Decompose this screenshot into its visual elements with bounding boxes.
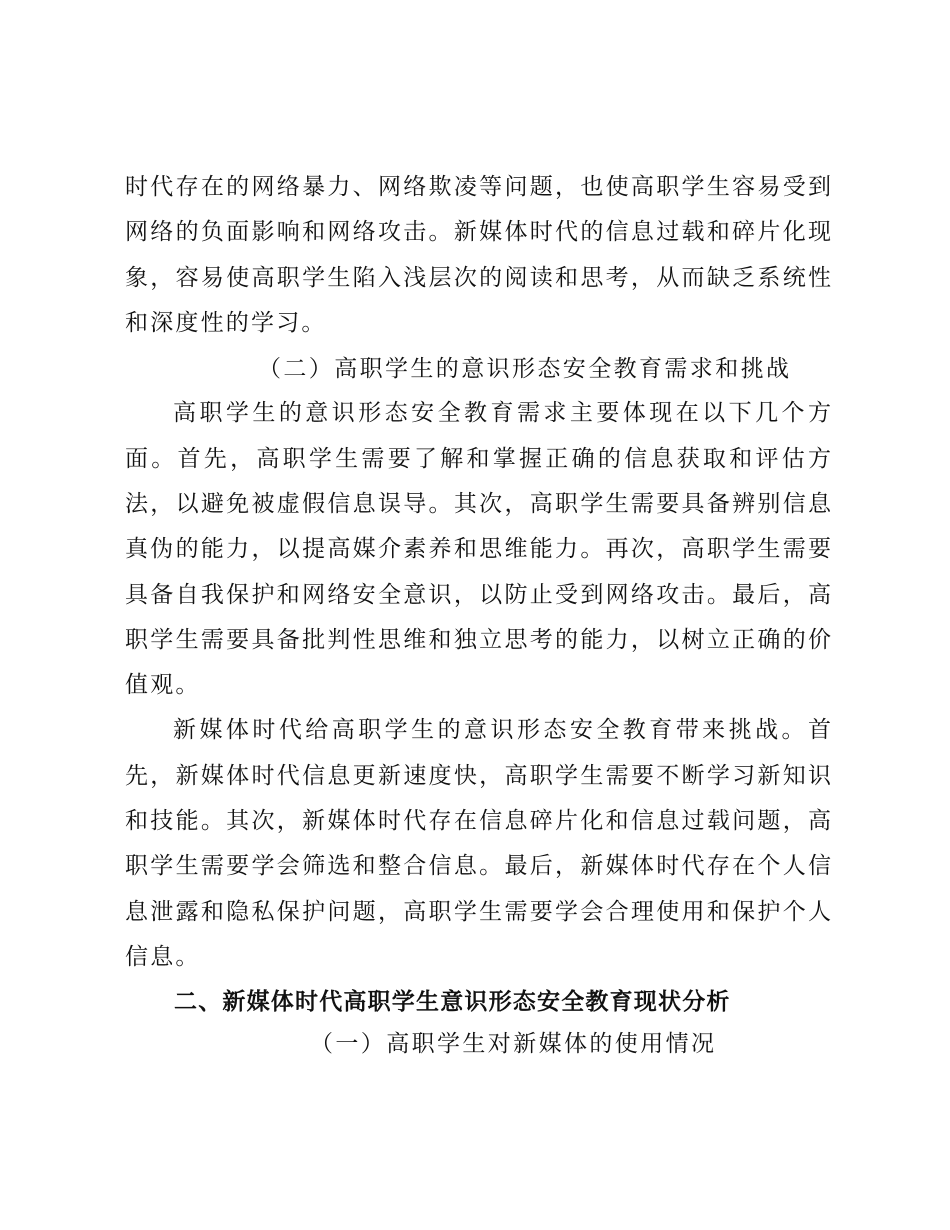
paragraph-line: 息泄露和隐私保护问题，高职学生需要学会合理使用和保护个人 xyxy=(125,899,831,925)
paragraph-line: 信息。 xyxy=(125,944,201,970)
paragraph-line: 面。首先，高职学生需要了解和掌握正确的信息获取和评估方 xyxy=(125,446,831,472)
paragraph-line: 和技能。其次，新媒体时代存在信息碎片化和信息过载问题，高 xyxy=(125,808,831,834)
paragraph-line: 象，容易使高职学生陷入浅层次的阅读和思考，从而缺乏系统性 xyxy=(125,265,831,291)
paragraph-line: 先，新媒体时代信息更新速度快，高职学生需要不断学习新知识 xyxy=(125,763,831,789)
paragraph-line: 高职学生的意识形态安全教育需求主要体现在以下几个方 xyxy=(173,400,831,426)
paragraph-line: 新媒体时代给高职学生的意识形态安全教育带来挑战。首 xyxy=(173,717,831,743)
paragraph-line: 和深度性的学习。 xyxy=(125,310,327,336)
paragraph-line: 职学生需要学会筛选和整合信息。最后，新媒体时代存在个人信 xyxy=(125,853,831,879)
section-heading-1-2: （二）高职学生的意识形态安全教育需求和挑战 xyxy=(258,356,792,382)
paragraph-line: 网络的负面影响和网络攻击。新媒体时代的信息过载和碎片化现 xyxy=(125,219,831,245)
paragraph-line: 值观。 xyxy=(125,672,201,698)
paragraph-line: 法，以避免被虚假信息误导。其次，高职学生需要具备辨别信息 xyxy=(125,491,831,517)
paragraph-line: 具备自我保护和网络安全意识，以防止受到网络攻击。最后，高 xyxy=(125,582,831,608)
paragraph-line: 时代存在的网络暴力、网络欺凌等问题，也使高职学生容易受到 xyxy=(125,174,831,200)
section-heading-2: 二、新媒体时代高职学生意识形态安全教育现状分析 xyxy=(174,989,731,1015)
paragraph-line: 职学生需要具备批判性思维和独立思考的能力，以树立正确的价 xyxy=(125,627,831,653)
paragraph-line: 真伪的能力，以提高媒介素养和思维能力。再次，高职学生需要 xyxy=(125,536,831,562)
subsection-heading-2-1: （一）高职学生对新媒体的使用情况 xyxy=(310,1031,717,1057)
